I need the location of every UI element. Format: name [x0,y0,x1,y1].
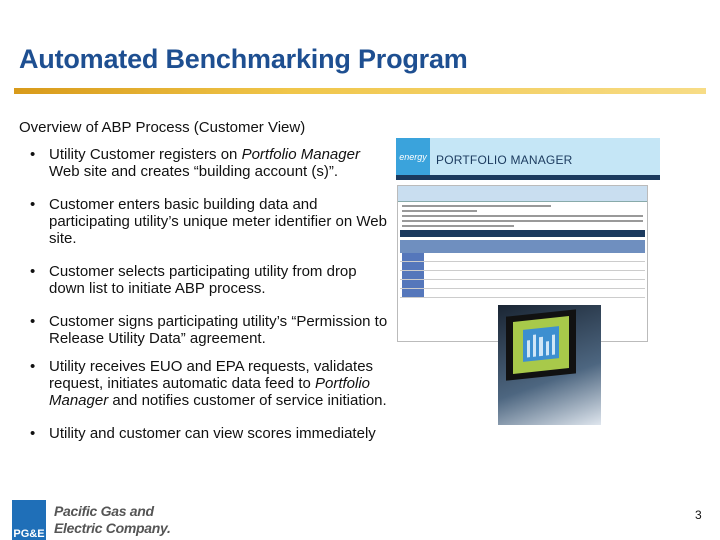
portfolio-manager-banner [396,138,660,180]
bullet-emphasis: Portfolio Manager [49,375,371,409]
slide-subtitle: Overview of ABP Process (Customer View) [19,119,306,136]
screenshot-text-line [402,225,514,227]
bullet-icon: • [30,146,36,163]
bullet-text: Customer selects participating utility from drop down list to initiate ABP process. [49,263,357,297]
bullet-text: and notifies customer of service initiation. [108,392,387,409]
screenshot-text-line [402,215,643,217]
screenshot-table-row [400,262,645,271]
screenshot-filter-bar [400,230,645,237]
bullet-text: Customer signs participating utility’s “Permission to Release Utility Data” agreement. [49,313,388,347]
screenshot-table-header [400,240,645,253]
bullet-icon: • [30,263,36,280]
title-divider [14,88,706,94]
bullet-item [30,196,390,247]
bullet-text: Customer enters basic building data and participating utility’s unique meter identifier on Web site. [49,196,387,247]
company-line-2: Electric Company. [54,520,171,536]
monitor-photo [498,305,601,425]
slide-title: Automated Benchmarking Program [19,44,468,74]
bullet-emphasis: Portfolio Manager [241,146,360,163]
screenshot-text-line [402,210,477,212]
bullet-list [30,146,390,458]
screenshot-text-line [402,205,551,207]
screenshot-table-row [400,253,645,262]
page-number: 3 [695,508,702,522]
company-name [54,503,171,537]
bullet-text: Utility receives EUO and EPA requests, validates request, initiates automatic data feed to [49,358,374,392]
bullet-item [30,358,390,409]
bullet-icon: • [30,313,36,330]
screenshot-table-row [400,289,645,298]
bullet-item [30,313,390,347]
bullet-item [30,263,390,297]
bullet-text: Utility and customer can view scores immediately [49,425,376,442]
monitor [506,309,576,380]
bullet-item [30,146,390,180]
bar-chart-icon [523,326,559,362]
bullet-icon: • [30,425,36,442]
pge-logo-icon: PG&E [12,500,46,540]
bullet-text: Web site and creates “building account (s)”. [49,163,339,180]
energy-star-logo-icon: energy [396,138,430,175]
screenshot-table-row [400,271,645,280]
screenshot-table-row [400,280,645,289]
screenshot-text-line [402,220,643,222]
bullet-text: Utility Customer registers on [49,146,242,163]
bullet-item [30,425,390,442]
bullet-icon: • [30,358,36,375]
bullet-icon: • [30,196,36,213]
company-line-1: Pacific Gas and [54,503,154,519]
banner-title: PORTFOLIO MANAGER [436,153,573,167]
screenshot-header [398,186,647,202]
monitor-screen [513,316,569,374]
